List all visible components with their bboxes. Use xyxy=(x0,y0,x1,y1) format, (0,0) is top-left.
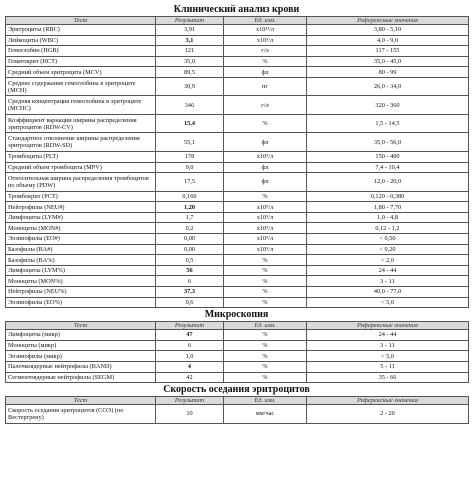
unit-value: % xyxy=(224,255,307,266)
header-test: Тест xyxy=(6,397,156,405)
test-name: Среднее содержание гемоглобина в эритроците (MCH) xyxy=(6,77,156,96)
result-value: 1,0 xyxy=(156,351,224,362)
test-name: Палочкоядерные нейтрофилы (BAND) xyxy=(6,361,156,372)
unit-value: x10⁹/л xyxy=(224,202,307,213)
header-reference: Референсные значения xyxy=(307,322,469,330)
table-row xyxy=(6,212,469,223)
result-value: 15,4 xyxy=(156,114,224,133)
reference-range: 5 - 11 xyxy=(307,361,469,372)
results-table xyxy=(5,396,469,424)
table-row xyxy=(6,133,469,152)
unit-value: % xyxy=(224,330,307,341)
header-result: Результат xyxy=(156,397,224,405)
result-value: 0,5 xyxy=(156,255,224,266)
result-value: 6 xyxy=(156,276,224,287)
unit-value: фл xyxy=(224,162,307,173)
result-value: 346 xyxy=(156,96,224,115)
reference-range: < 5,0 xyxy=(307,351,469,362)
reference-range: 0,120 - 0,380 xyxy=(307,191,469,202)
reference-range: 1,0 - 4,8 xyxy=(307,212,469,223)
unit-value: % xyxy=(224,351,307,362)
test-name: Коэффициент вариации ширины распределения эритроцитов (RDW-CV) xyxy=(6,114,156,133)
reference-range: 35,0 - 56,0 xyxy=(307,133,469,152)
header-result: Результат xyxy=(156,17,224,25)
result-value: 0,00 xyxy=(156,244,224,255)
test-name: Базофилы (BA#) xyxy=(6,244,156,255)
unit-value: x10⁹/л xyxy=(224,35,307,46)
unit-value: фл xyxy=(224,133,307,152)
header-unit: Ед. изм. xyxy=(224,322,307,330)
test-name: Лейкоциты (WBC) xyxy=(6,35,156,46)
unit-value: x10⁹/л xyxy=(224,151,307,162)
reference-range: < 0,50 xyxy=(307,234,469,245)
test-name: Эритроциты (RBC) xyxy=(6,25,156,36)
table-row xyxy=(6,244,469,255)
test-name: Сегментоядерные нейтрофилы (SEGM) xyxy=(6,372,156,383)
result-value: 121 xyxy=(156,46,224,57)
test-name: Относительная ширина распределения тромбоцитов по объему (PDW) xyxy=(6,173,156,192)
table-row xyxy=(6,202,469,213)
table-row xyxy=(6,255,469,266)
table-row xyxy=(6,351,469,362)
test-name: Средняя концентрация гемоглобина в эритроците (MCHC) xyxy=(6,96,156,115)
unit-value: фл xyxy=(224,173,307,192)
test-name: Тромбокрит (PCT) xyxy=(6,191,156,202)
table-row xyxy=(6,191,469,202)
section-title: Скорость оседания эритроцитов xyxy=(163,384,310,396)
lab-report xyxy=(5,3,468,424)
reference-range: 3,80 - 5,10 xyxy=(307,25,469,36)
test-name: Моноциты (микр) xyxy=(6,340,156,351)
test-name: Эозинофилы (EO#) xyxy=(6,234,156,245)
table-header-row xyxy=(6,322,469,330)
result-value: 55,1 xyxy=(156,133,224,152)
result-value: 56 xyxy=(156,265,224,276)
table-row xyxy=(6,151,469,162)
unit-value: % xyxy=(224,191,307,202)
result-value: 37,3 xyxy=(156,287,224,298)
unit-value: % xyxy=(224,361,307,372)
header-reference: Референсные значения xyxy=(307,397,469,405)
reference-range: 1,5 - 14,5 xyxy=(307,114,469,133)
reference-range: < 2,0 xyxy=(307,255,469,266)
table-row xyxy=(6,297,469,308)
table-header-row xyxy=(6,397,469,405)
result-value: 6 xyxy=(156,340,224,351)
test-name: Нейтрофилы (NEU%) xyxy=(6,287,156,298)
header-unit: Ед. изм. xyxy=(224,17,307,25)
unit-value: % xyxy=(224,114,307,133)
table-row xyxy=(6,276,469,287)
result-value: 4 xyxy=(156,361,224,372)
unit-value: x10⁹/л xyxy=(224,244,307,255)
results-table xyxy=(5,16,469,308)
table-row xyxy=(6,35,469,46)
table-row xyxy=(6,361,469,372)
test-name: Базофилы (BA%) xyxy=(6,255,156,266)
result-value: 1,20 xyxy=(156,202,224,213)
reference-range: 117 - 155 xyxy=(307,46,469,57)
reference-range: 40,0 - 77,0 xyxy=(307,287,469,298)
unit-value: г/л xyxy=(224,46,307,57)
unit-value: % xyxy=(224,265,307,276)
table-row xyxy=(6,67,469,78)
table-row xyxy=(6,265,469,276)
result-value: 17,5 xyxy=(156,173,224,192)
reference-range: 3 - 11 xyxy=(307,340,469,351)
reference-range: 320 - 360 xyxy=(307,96,469,115)
test-name: Моноциты (MON%) xyxy=(6,276,156,287)
unit-value: фл xyxy=(224,67,307,78)
test-name: Стандартное отклонение ширины распределения эритроцитов (RDW-SD) xyxy=(6,133,156,152)
table-row xyxy=(6,234,469,245)
result-value: 0,6 xyxy=(156,297,224,308)
result-value: 10 xyxy=(156,405,224,424)
test-name: Средний объем тромбоцита (MPV) xyxy=(6,162,156,173)
table-row xyxy=(6,114,469,133)
table-row xyxy=(6,287,469,298)
test-name: Эозинофилы (микр) xyxy=(6,351,156,362)
result-value: 0,2 xyxy=(156,223,224,234)
result-value: 89,5 xyxy=(156,67,224,78)
table-row xyxy=(6,330,469,341)
table-row xyxy=(6,77,469,96)
unit-value: % xyxy=(224,297,307,308)
unit-value: % xyxy=(224,287,307,298)
result-value: 0,160 xyxy=(156,191,224,202)
section-title: Микроскопия xyxy=(204,309,269,321)
table-row xyxy=(6,372,469,383)
result-value: 47 xyxy=(156,330,224,341)
table-row xyxy=(6,405,469,424)
result-value: 35,0 xyxy=(156,56,224,67)
reference-range: 26,0 - 34,0 xyxy=(307,77,469,96)
test-name: Тромбоциты (PLT) xyxy=(6,151,156,162)
table-row xyxy=(6,25,469,36)
header-result: Результат xyxy=(156,322,224,330)
table-row xyxy=(6,96,469,115)
unit-value: мм/час xyxy=(224,405,307,424)
reference-range: 3 - 11 xyxy=(307,276,469,287)
header-test: Тест xyxy=(6,322,156,330)
reference-range: 12,0 - 20,0 xyxy=(307,173,469,192)
unit-value: пг xyxy=(224,77,307,96)
table-row xyxy=(6,223,469,234)
unit-value: г/л xyxy=(224,96,307,115)
header-unit: Ед. изм. xyxy=(224,397,307,405)
unit-value: x10⁹/л xyxy=(224,223,307,234)
reference-range: 24 - 44 xyxy=(307,330,469,341)
table-row xyxy=(6,173,469,192)
result-value: 30,9 xyxy=(156,77,224,96)
reference-range: 24 - 44 xyxy=(307,265,469,276)
test-name: Лимфоциты (микр) xyxy=(6,330,156,341)
table-row xyxy=(6,46,469,57)
reference-range: 150 - 400 xyxy=(307,151,469,162)
unit-value: x10⁹/л xyxy=(224,234,307,245)
reference-range: 2 - 20 xyxy=(307,405,469,424)
reference-range: < 5,0 xyxy=(307,297,469,308)
result-value: 9,0 xyxy=(156,162,224,173)
test-name: Лимфоциты (LYM%) xyxy=(6,265,156,276)
test-name: Гемоглобин (HGB) xyxy=(6,46,156,57)
reference-range: 35 - 66 xyxy=(307,372,469,383)
result-value: 178 xyxy=(156,151,224,162)
unit-value: % xyxy=(224,56,307,67)
reference-range: 4,0 - 9,0 xyxy=(307,35,469,46)
section-title: Клинический анализ крови xyxy=(173,4,300,15)
unit-value: % xyxy=(224,340,307,351)
result-value: 42 xyxy=(156,372,224,383)
reference-range: 7,4 - 10,4 xyxy=(307,162,469,173)
result-value: 3,1 xyxy=(156,35,224,46)
table-row xyxy=(6,56,469,67)
reference-range: 1,80 - 7,70 xyxy=(307,202,469,213)
test-name: Моноциты (MON#) xyxy=(6,223,156,234)
unit-value: x10⁹/л xyxy=(224,212,307,223)
reference-range: < 0,20 xyxy=(307,244,469,255)
test-name: Нейтрофилы (NEU#) xyxy=(6,202,156,213)
result-value: 3,91 xyxy=(156,25,224,36)
reference-range: 80 - 99 xyxy=(307,67,469,78)
header-test: Тест xyxy=(6,17,156,25)
table-header-row xyxy=(6,17,469,25)
reference-range: 0,12 - 1,2 xyxy=(307,223,469,234)
unit-value: % xyxy=(224,372,307,383)
test-name: Скорость оседания эритроцитов (СОЭ) (по Вестергрену) xyxy=(6,405,156,424)
header-reference: Референсные значения xyxy=(307,17,469,25)
result-value: 1,7 xyxy=(156,212,224,223)
reference-range: 35,0 - 45,0 xyxy=(307,56,469,67)
test-name: Лимфоциты (LYM#) xyxy=(6,212,156,223)
table-row xyxy=(6,340,469,351)
unit-value: % xyxy=(224,276,307,287)
table-row xyxy=(6,162,469,173)
result-value: 0,00 xyxy=(156,234,224,245)
results-table xyxy=(5,321,469,383)
test-name: Гематокрит (HCT) xyxy=(6,56,156,67)
unit-value: x10¹²/л xyxy=(224,25,307,36)
test-name: Эозинофилы (EO%) xyxy=(6,297,156,308)
test-name: Средний объем эритроцита (MCV) xyxy=(6,67,156,78)
